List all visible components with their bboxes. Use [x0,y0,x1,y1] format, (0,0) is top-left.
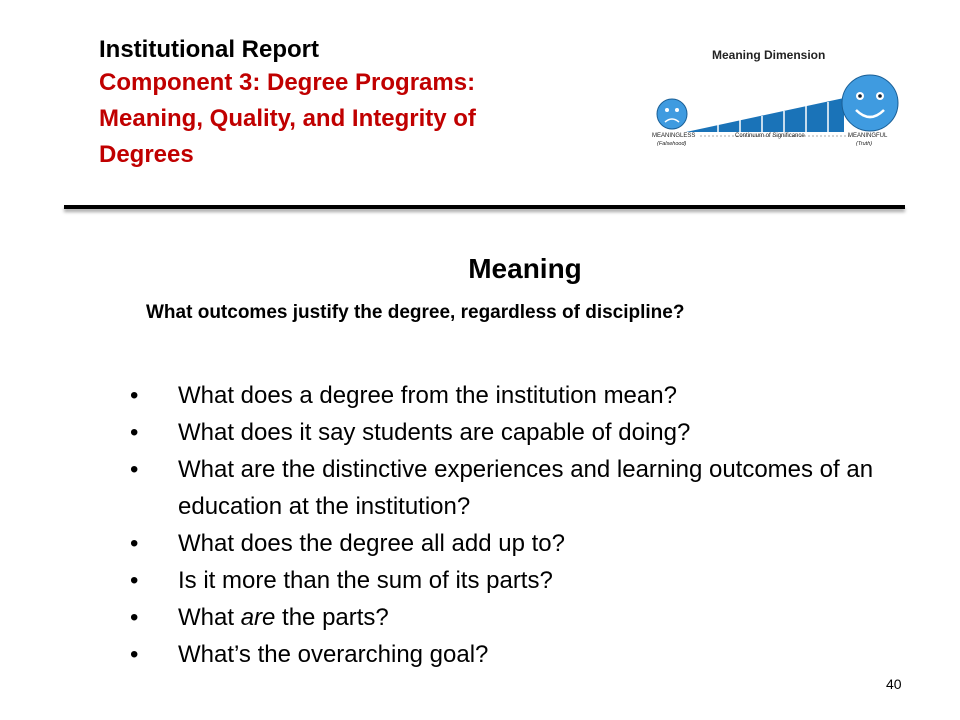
list-item-text: What are the distinctive experiences and learning outcomes of an education at the institution? [178,456,874,520]
section-subheading: What outcomes justify the degree, regardless of discipline? [146,302,685,323]
list-item [130,377,910,414]
list-item-text: What does it say students are capable of doing? [178,419,691,446]
component-title-line-2: Meaning, Quality, and Integrity of [99,105,476,132]
list-item-text-emphasis: are [240,604,276,631]
falsehood-label: (Falsehood) [657,141,687,147]
slide-title-block [99,34,619,173]
continuum-illustration [648,40,918,160]
bullet-marker: • [130,456,139,483]
page-number: 40 [886,676,902,692]
list-item-text: What does the degree all add up to? [178,530,565,557]
list-item-text-pre: What [178,604,241,631]
list-item [130,414,910,451]
list-item [130,636,910,673]
list-item [130,599,910,636]
list-item [130,451,910,525]
report-title: Institutional Report [99,36,319,63]
meaning-dimension-graphic [648,40,918,160]
continuum-wedge [686,98,844,132]
component-title-line-1: Component 3: Degree Programs: [99,69,476,96]
continuum-label: Continuum of Significance [735,133,805,139]
meaningful-label: MEANINGFUL [848,133,888,139]
component-title [99,65,619,173]
component-title-line-3: Degrees [99,141,194,168]
section-heading: Meaning [468,253,582,284]
list-item [130,525,910,562]
title-divider [64,205,905,209]
list-item-text: What’s the overarching goal? [178,641,489,668]
bullet-marker: • [130,530,139,557]
happy-face-icon [842,75,898,131]
bullet-marker: • [130,567,139,594]
truth-label: (Truth) [856,141,873,147]
list-item [130,562,910,599]
bullet-marker: • [130,641,139,668]
list-item-text-post: the parts? [275,604,389,631]
list-item-text: What does a degree from the institution mean? [178,382,677,409]
meaningless-label: MEANINGLESS [652,133,696,139]
graphic-title: Meaning Dimension [712,48,826,62]
list-item-text: Is it more than the sum of its parts? [178,567,553,594]
bullet-marker: • [130,382,139,409]
sad-face-icon [657,99,687,129]
question-list [130,377,910,673]
bullet-marker: • [130,604,139,631]
bullet-marker: • [130,419,139,446]
